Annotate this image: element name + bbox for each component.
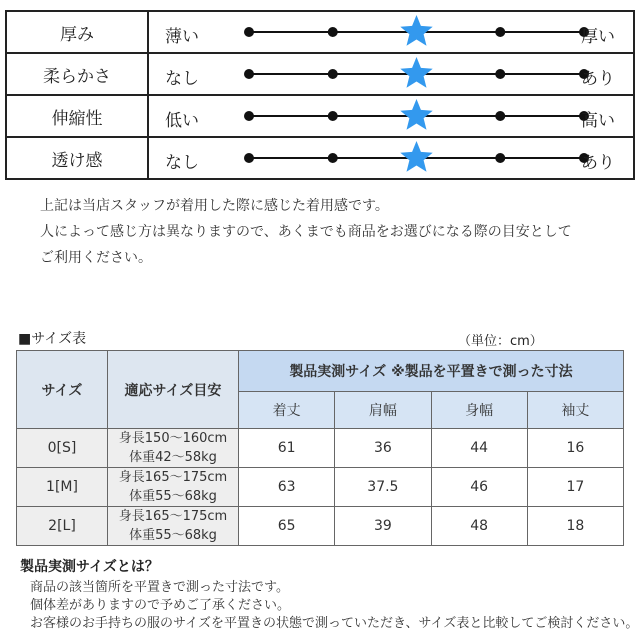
fit-weight: 体重42～58kg bbox=[129, 450, 217, 465]
feel-row-stretch bbox=[6, 95, 634, 137]
scale-dot bbox=[328, 153, 338, 163]
fit-weight: 体重55～68kg bbox=[129, 528, 217, 543]
value-length: 63 bbox=[239, 468, 335, 507]
feel-attribute: 柔らかさ bbox=[6, 53, 148, 95]
note-line: ご利用ください。 bbox=[40, 250, 152, 266]
value-shoulder: 39 bbox=[335, 507, 431, 546]
scale-dot bbox=[244, 153, 254, 163]
scale-right-label: あり bbox=[581, 153, 615, 173]
feel-table bbox=[5, 10, 635, 180]
column-sleeve: 袖丈 bbox=[527, 392, 623, 429]
measurement-explanation-title: 製品実測サイズとは？ bbox=[20, 559, 159, 575]
feel-row-thickness bbox=[6, 11, 634, 53]
fit-guide bbox=[108, 429, 239, 468]
fit-height: 身長165～175cm bbox=[118, 509, 228, 524]
feel-scale bbox=[148, 53, 634, 95]
scale-dot bbox=[495, 111, 505, 121]
size-label: 0[S] bbox=[17, 429, 108, 468]
scale-left-label: なし bbox=[165, 69, 199, 89]
header-measure: 製品実測サイズ ※製品を平置きで測った寸法 bbox=[239, 351, 624, 392]
feel-attribute: 透け感 bbox=[6, 137, 148, 179]
scale-dot bbox=[244, 27, 254, 37]
column-shoulder: 肩幅 bbox=[335, 392, 431, 429]
scale-dot bbox=[328, 69, 338, 79]
scale-left-label: 低い bbox=[165, 111, 199, 131]
rating-star-icon bbox=[400, 99, 432, 130]
rating-star-icon bbox=[400, 57, 432, 88]
scale-left-label: なし bbox=[165, 153, 199, 173]
feel-scale-graphic bbox=[239, 12, 619, 52]
scale-dot bbox=[495, 69, 505, 79]
scale-right-label: 厚い bbox=[581, 27, 615, 47]
scale-dot bbox=[328, 27, 338, 37]
scale-dot bbox=[495, 27, 505, 37]
feel-attribute: 伸縮性 bbox=[6, 95, 148, 137]
rating-star-icon bbox=[400, 15, 432, 46]
value-length: 61 bbox=[239, 429, 335, 468]
note-line: 上記は当店スタッフが着用した際に感じた着用感です。 bbox=[40, 198, 389, 214]
value-chest: 46 bbox=[431, 468, 527, 507]
value-chest: 44 bbox=[431, 429, 527, 468]
scale-dot bbox=[244, 69, 254, 79]
scale-dot bbox=[328, 111, 338, 121]
header-size: サイズ bbox=[17, 351, 108, 429]
fit-weight: 体重55～68kg bbox=[129, 489, 217, 504]
feel-scale bbox=[148, 95, 634, 137]
table-row bbox=[17, 468, 624, 507]
fit-height: 身長165～175cm bbox=[118, 470, 228, 485]
value-shoulder: 37.5 bbox=[335, 468, 431, 507]
feel-row-softness bbox=[6, 53, 634, 95]
feel-attribute: 厚み bbox=[6, 11, 148, 53]
size-label: 1[M] bbox=[17, 468, 108, 507]
value-chest: 48 bbox=[431, 507, 527, 546]
size-table bbox=[16, 350, 624, 546]
feel-row-sheerness bbox=[6, 137, 634, 179]
note-line: 人によって感じ方は異なりますので、あくまでも商品をお選びになる際の目安として bbox=[40, 224, 572, 240]
fit-height: 身長150～160cm bbox=[118, 431, 228, 446]
feel-scale bbox=[148, 137, 634, 179]
feel-scale-graphic bbox=[239, 96, 619, 136]
scale-left-label: 薄い bbox=[165, 27, 199, 47]
value-length: 65 bbox=[239, 507, 335, 546]
fit-guide bbox=[108, 507, 239, 546]
size-label: 2[L] bbox=[17, 507, 108, 546]
table-row bbox=[17, 429, 624, 468]
table-row bbox=[17, 507, 624, 546]
explanation-line: 商品の該当箇所を平置きで測った寸法です。 bbox=[30, 580, 289, 595]
feel-scale-graphic bbox=[239, 138, 619, 178]
fit-guide bbox=[108, 468, 239, 507]
scale-right-label: あり bbox=[581, 69, 615, 89]
scale-dot bbox=[495, 153, 505, 163]
value-sleeve: 17 bbox=[527, 468, 623, 507]
column-length: 着丈 bbox=[239, 392, 335, 429]
column-chest: 身幅 bbox=[431, 392, 527, 429]
size-table-title: ■サイズ表 bbox=[18, 331, 87, 347]
feel-scale-graphic bbox=[239, 54, 619, 94]
scale-dot bbox=[244, 111, 254, 121]
size-table-unit: （単位：cm） bbox=[458, 334, 543, 349]
value-sleeve: 18 bbox=[527, 507, 623, 546]
feel-scale bbox=[148, 11, 634, 53]
explanation-line: お客様のお手持ちの服のサイズを平置きの状態で測っていただき、サイズ表と比較してご検討ください。 bbox=[30, 616, 639, 631]
value-shoulder: 36 bbox=[335, 429, 431, 468]
value-sleeve: 16 bbox=[527, 429, 623, 468]
rating-star-icon bbox=[400, 141, 432, 172]
scale-right-label: 高い bbox=[581, 111, 615, 131]
header-fit: 適応サイズ目安 bbox=[108, 351, 239, 429]
explanation-line: 個体差がありますので予めご了承ください。 bbox=[30, 598, 291, 613]
